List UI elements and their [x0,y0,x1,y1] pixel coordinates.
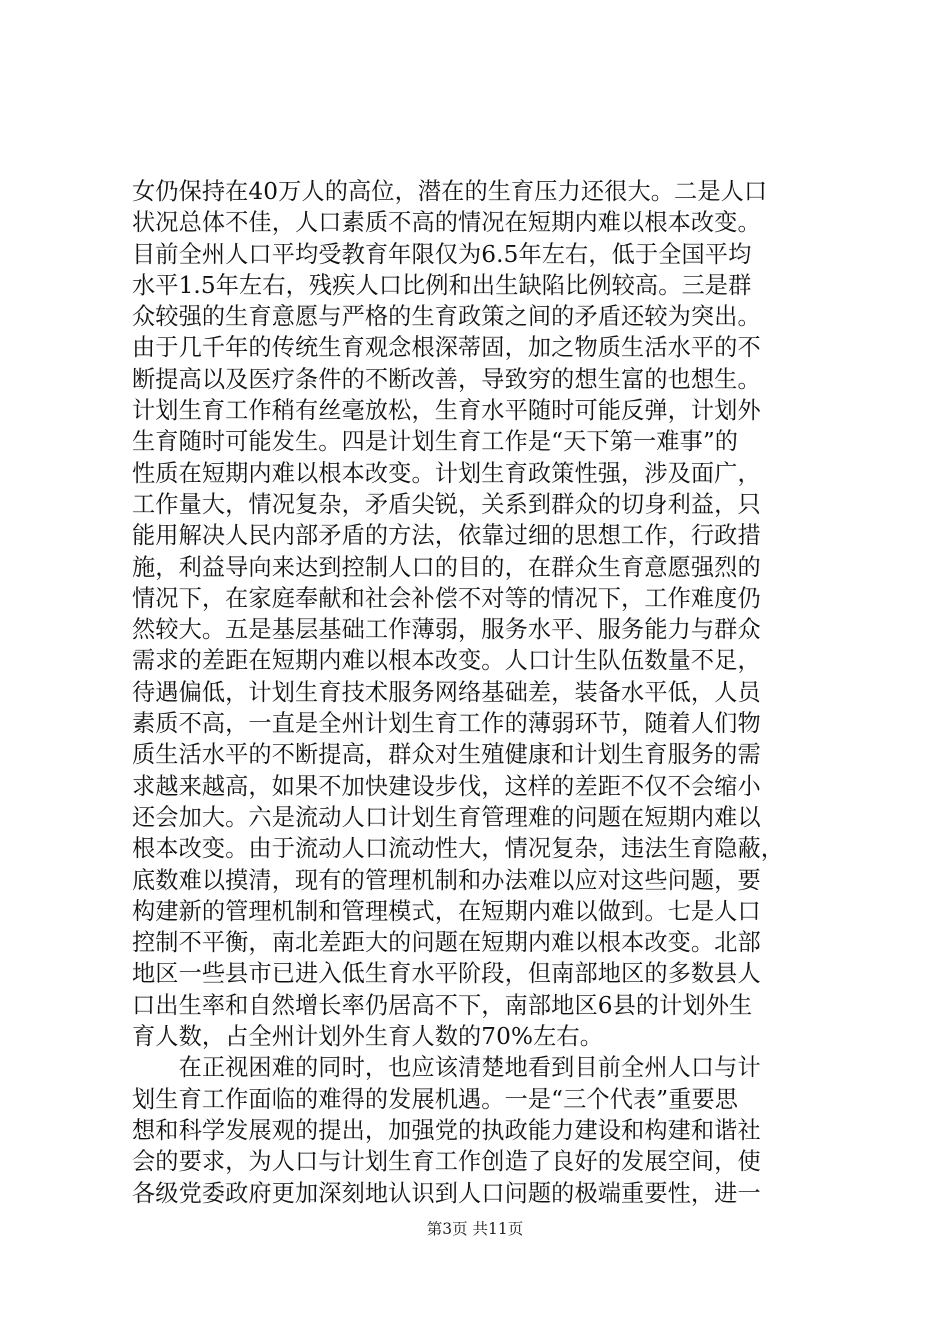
text-line: 断提高以及医疗条件的不断改善，导致穷的想生富的也想生。 [132,365,761,393]
text-line: 在正视困难的同时，也应该清楚地看到目前全州人口与计 [132,1054,761,1082]
text-line: 待遇偏低，计划生育技术服务网络基础差，装备水平低，人员 [132,678,761,706]
text-line: 需求的差距在短期内难以根本改变。人口计生队伍数量不足， [132,647,761,675]
text-line: 底数难以摸清，现有的管理机制和办法难以应对这些问题，要 [132,866,761,894]
text-line: 众较强的生育意愿与严格的生育政策之间的矛盾还较为突出。 [132,303,761,331]
text-line: 构建新的管理机制和管理模式，在短期内难以做到。七是人口 [132,897,761,925]
text-line: 质生活水平的不断提高，群众对生殖健康和计划生育服务的需 [132,741,761,769]
text-line: 情况下，在家庭奉献和社会补偿不对等的情况下，工作难度仍 [132,584,761,612]
text-line: 目前全州人口平均受教育年限仅为6.5年左右，低于全国平均 [132,240,752,268]
text-line: 能用解决人民内部矛盾的方法，依靠过细的思想工作，行政措 [132,522,761,550]
text-line: 会的要求，为人口与计划生育工作创造了良好的发展空间，使 [132,1148,761,1176]
text-line: 由于几千年的传统生育观念根深蒂固，加之物质生活水平的不 [132,334,761,362]
text-line: 地区一些县市已进入低生育水平阶段，但南部地区的多数县人 [132,960,761,988]
text-line: 工作量大，情况复杂，矛盾尖锐，关系到群众的切身利益，只 [132,490,761,518]
text-line: 状况总体不佳，人口素质不高的情况在短期内难以根本改变。 [132,209,761,237]
text-line: 然较大。五是基层基础工作薄弱，服务水平、服务能力与群众 [132,616,761,644]
text-line: 想和科学发展观的提出，加强党的执政能力建设和构建和谐社 [132,1116,761,1144]
text-line: 育人数，占全州计划外生育人数的70%左右。 [132,1023,604,1051]
text-line: 划生育工作面临的难得的发展机遇。一是“三个代表”重要思 [132,1085,739,1113]
text-line: 素质不高，一直是全州计划生育工作的薄弱环节，随着人们物 [132,710,761,738]
text-line: 施，利益导向来达到控制人口的目的，在群众生育意愿强烈的 [132,553,761,581]
text-line: 计划生育工作稍有丝毫放松，生育水平随时可能反弹，计划外 [132,397,761,425]
text-line: 生育随时可能发生。四是计划生育工作是“天下第一难事”的 [132,428,739,456]
text-line: 性质在短期内难以根本改变。计划生育政策性强，涉及面广， [132,459,761,487]
body-text [132,176,832,1209]
text-line: 口出生率和自然增长率仍居高不下，南部地区6县的计划外生 [132,991,753,1019]
text-line: 水平1.5年左右，残疾人口比例和出生缺陷比例较高。三是群 [132,271,752,299]
text-line: 各级党委政府更加深刻地认识到人口问题的极端重要性，进一 [132,1179,761,1207]
page-footer: 第3页 共11页 [426,1220,524,1238]
text-line: 女仍保持在40万人的高位，潜在的生育压力还很大。二是人口 [132,178,768,205]
text-line: 还会加大。六是流动人口计划生育管理难的问题在短期内难以 [132,803,761,831]
text-line: 求越来越高，如果不加快建设步伐，这样的差距不仅不会缩小 [132,772,761,800]
text-line: 控制不平衡，南北差距大的问题在短期内难以根本改变。北部 [132,929,761,957]
text-line: 根本改变。由于流动人口流动性大，情况复杂，违法生育隐蔽， [132,835,785,863]
